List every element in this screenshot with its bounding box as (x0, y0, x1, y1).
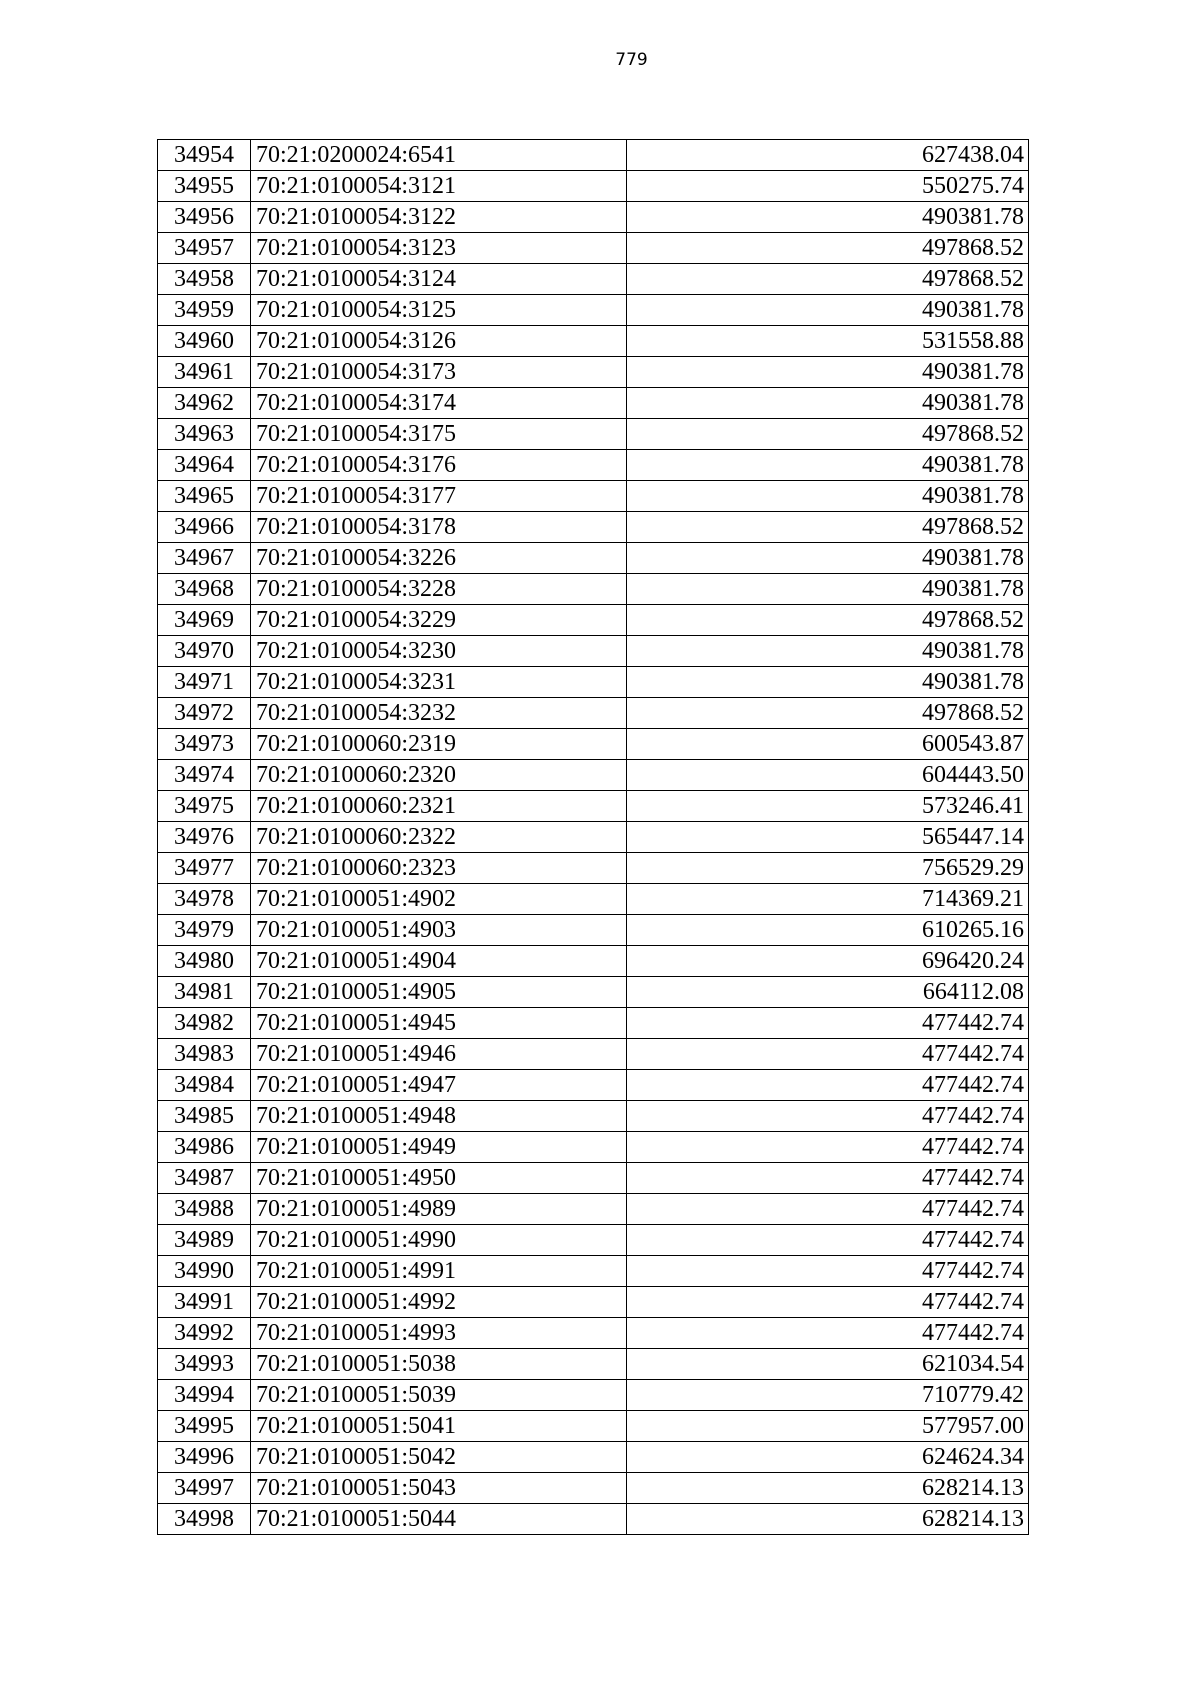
cadastral-number-cell: 70:21:0100051:5039 (251, 1380, 627, 1411)
cadastral-number-cell: 70:21:0100054:3229 (251, 605, 627, 636)
cadastral-number-cell: 70:21:0100060:2323 (251, 853, 627, 884)
row-number-cell: 34957 (158, 233, 251, 264)
table-row (158, 1380, 1029, 1411)
cadastral-number-cell: 70:21:0100054:3230 (251, 636, 627, 667)
cadastral-number-cell: 70:21:0100054:3178 (251, 512, 627, 543)
table-row (158, 884, 1029, 915)
cadastral-number-cell: 70:21:0100054:3125 (251, 295, 627, 326)
table-row (158, 357, 1029, 388)
cadastral-number-cell: 70:21:0100051:4993 (251, 1318, 627, 1349)
row-number-cell: 34983 (158, 1039, 251, 1070)
value-cell: 477442.74 (627, 1318, 1029, 1349)
row-number-cell: 34986 (158, 1132, 251, 1163)
table-row (158, 915, 1029, 946)
row-number-cell: 34994 (158, 1380, 251, 1411)
value-cell: 477442.74 (627, 1194, 1029, 1225)
table-row (158, 481, 1029, 512)
table-row (158, 1318, 1029, 1349)
row-number-cell: 34956 (158, 202, 251, 233)
table-row (158, 388, 1029, 419)
value-cell: 628214.13 (627, 1504, 1029, 1535)
cadastral-number-cell: 70:21:0100054:3231 (251, 667, 627, 698)
value-cell: 477442.74 (627, 1225, 1029, 1256)
page-number: 779 (615, 50, 648, 70)
value-cell: 497868.52 (627, 264, 1029, 295)
cadastral-number-cell: 70:21:0100051:4947 (251, 1070, 627, 1101)
row-number-cell: 34966 (158, 512, 251, 543)
row-number-cell: 34960 (158, 326, 251, 357)
cadastral-number-cell: 70:21:0100051:4950 (251, 1163, 627, 1194)
value-cell: 490381.78 (627, 450, 1029, 481)
cadastral-number-cell: 70:21:0100051:5044 (251, 1504, 627, 1535)
cadastral-number-cell: 70:21:0100051:4903 (251, 915, 627, 946)
row-number-cell: 34955 (158, 171, 251, 202)
table-row (158, 667, 1029, 698)
table-row (158, 1039, 1029, 1070)
row-number-cell: 34996 (158, 1442, 251, 1473)
cadastral-number-cell: 70:21:0200024:6541 (251, 140, 627, 171)
row-number-cell: 34961 (158, 357, 251, 388)
table-row (158, 1411, 1029, 1442)
row-number-cell: 34993 (158, 1349, 251, 1380)
value-cell: 710779.42 (627, 1380, 1029, 1411)
table-row (158, 853, 1029, 884)
table-row (158, 1473, 1029, 1504)
cadastral-number-cell: 70:21:0100054:3176 (251, 450, 627, 481)
row-number-cell: 34978 (158, 884, 251, 915)
cadastral-number-cell: 70:21:0100060:2321 (251, 791, 627, 822)
row-number-cell: 34965 (158, 481, 251, 512)
cadastral-number-cell: 70:21:0100051:5038 (251, 1349, 627, 1380)
row-number-cell: 34970 (158, 636, 251, 667)
row-number-cell: 34985 (158, 1101, 251, 1132)
value-cell: 604443.50 (627, 760, 1029, 791)
value-cell: 756529.29 (627, 853, 1029, 884)
row-number-cell: 34997 (158, 1473, 251, 1504)
cadastral-number-cell: 70:21:0100051:5041 (251, 1411, 627, 1442)
cadastral-number-cell: 70:21:0100051:5043 (251, 1473, 627, 1504)
row-number-cell: 34959 (158, 295, 251, 326)
row-number-cell: 34981 (158, 977, 251, 1008)
cadastral-number-cell: 70:21:0100051:4992 (251, 1287, 627, 1318)
table-row (158, 295, 1029, 326)
table-row (158, 822, 1029, 853)
table-row (158, 140, 1029, 171)
row-number-cell: 34968 (158, 574, 251, 605)
cadastral-number-cell: 70:21:0100051:4946 (251, 1039, 627, 1070)
value-cell: 477442.74 (627, 1070, 1029, 1101)
row-number-cell: 34974 (158, 760, 251, 791)
data-table (157, 139, 1029, 1535)
cadastral-number-cell: 70:21:0100051:4990 (251, 1225, 627, 1256)
value-cell: 600543.87 (627, 729, 1029, 760)
value-cell: 497868.52 (627, 605, 1029, 636)
value-cell: 490381.78 (627, 202, 1029, 233)
table-row (158, 698, 1029, 729)
table-row (158, 543, 1029, 574)
table-row (158, 264, 1029, 295)
cadastral-number-cell: 70:21:0100054:3175 (251, 419, 627, 450)
table-row (158, 450, 1029, 481)
value-cell: 477442.74 (627, 1256, 1029, 1287)
row-number-cell: 34998 (158, 1504, 251, 1535)
row-number-cell: 34987 (158, 1163, 251, 1194)
row-number-cell: 34973 (158, 729, 251, 760)
row-number-cell: 34992 (158, 1318, 251, 1349)
table-row (158, 636, 1029, 667)
value-cell: 477442.74 (627, 1163, 1029, 1194)
table-row (158, 1008, 1029, 1039)
value-cell: 577957.00 (627, 1411, 1029, 1442)
table-row (158, 729, 1029, 760)
value-cell: 477442.74 (627, 1008, 1029, 1039)
row-number-cell: 34990 (158, 1256, 251, 1287)
value-cell: 714369.21 (627, 884, 1029, 915)
table-row (158, 171, 1029, 202)
table-body (158, 140, 1029, 1535)
value-cell: 477442.74 (627, 1101, 1029, 1132)
row-number-cell: 34979 (158, 915, 251, 946)
table-row (158, 1163, 1029, 1194)
table-row (158, 326, 1029, 357)
cadastral-number-cell: 70:21:0100051:5042 (251, 1442, 627, 1473)
value-cell: 664112.08 (627, 977, 1029, 1008)
cadastral-number-cell: 70:21:0100054:3173 (251, 357, 627, 388)
value-cell: 550275.74 (627, 171, 1029, 202)
value-cell: 531558.88 (627, 326, 1029, 357)
row-number-cell: 34972 (158, 698, 251, 729)
table-row (158, 1101, 1029, 1132)
value-cell: 497868.52 (627, 419, 1029, 450)
value-cell: 490381.78 (627, 388, 1029, 419)
cadastral-number-cell: 70:21:0100060:2322 (251, 822, 627, 853)
value-cell: 490381.78 (627, 667, 1029, 698)
cadastral-number-cell: 70:21:0100054:3124 (251, 264, 627, 295)
table-row (158, 1287, 1029, 1318)
row-number-cell: 34988 (158, 1194, 251, 1225)
cadastral-number-cell: 70:21:0100051:4948 (251, 1101, 627, 1132)
table-row (158, 512, 1029, 543)
cadastral-number-cell: 70:21:0100054:3174 (251, 388, 627, 419)
row-number-cell: 34958 (158, 264, 251, 295)
table-row (158, 977, 1029, 1008)
cadastral-number-cell: 70:21:0100054:3121 (251, 171, 627, 202)
value-cell: 477442.74 (627, 1287, 1029, 1318)
value-cell: 621034.54 (627, 1349, 1029, 1380)
table-row (158, 791, 1029, 822)
cadastral-number-cell: 70:21:0100054:3123 (251, 233, 627, 264)
row-number-cell: 34975 (158, 791, 251, 822)
row-number-cell: 34980 (158, 946, 251, 977)
cadastral-number-cell: 70:21:0100051:4949 (251, 1132, 627, 1163)
cadastral-number-cell: 70:21:0100060:2319 (251, 729, 627, 760)
value-cell: 624624.34 (627, 1442, 1029, 1473)
value-cell: 497868.52 (627, 698, 1029, 729)
row-number-cell: 34977 (158, 853, 251, 884)
value-cell: 497868.52 (627, 233, 1029, 264)
value-cell: 490381.78 (627, 574, 1029, 605)
cadastral-number-cell: 70:21:0100054:3126 (251, 326, 627, 357)
value-cell: 497868.52 (627, 512, 1029, 543)
cadastral-number-cell: 70:21:0100051:4989 (251, 1194, 627, 1225)
row-number-cell: 34971 (158, 667, 251, 698)
value-cell: 627438.04 (627, 140, 1029, 171)
value-cell: 565447.14 (627, 822, 1029, 853)
row-number-cell: 34991 (158, 1287, 251, 1318)
row-number-cell: 34954 (158, 140, 251, 171)
table-row (158, 1070, 1029, 1101)
value-cell: 610265.16 (627, 915, 1029, 946)
row-number-cell: 34969 (158, 605, 251, 636)
row-number-cell: 34967 (158, 543, 251, 574)
cadastral-number-cell: 70:21:0100054:3226 (251, 543, 627, 574)
value-cell: 490381.78 (627, 481, 1029, 512)
value-cell: 477442.74 (627, 1039, 1029, 1070)
table-row (158, 760, 1029, 791)
table-row (158, 233, 1029, 264)
table-row (158, 1349, 1029, 1380)
cadastral-number-cell: 70:21:0100060:2320 (251, 760, 627, 791)
row-number-cell: 34989 (158, 1225, 251, 1256)
cadastral-number-cell: 70:21:0100054:3177 (251, 481, 627, 512)
value-cell: 628214.13 (627, 1473, 1029, 1504)
table-row (158, 202, 1029, 233)
table-row (158, 574, 1029, 605)
value-cell: 490381.78 (627, 543, 1029, 574)
table-row (158, 1225, 1029, 1256)
table-row (158, 1194, 1029, 1225)
cadastral-number-cell: 70:21:0100054:3122 (251, 202, 627, 233)
value-cell: 477442.74 (627, 1132, 1029, 1163)
value-cell: 573246.41 (627, 791, 1029, 822)
value-cell: 490381.78 (627, 636, 1029, 667)
table-row (158, 1132, 1029, 1163)
row-number-cell: 34962 (158, 388, 251, 419)
cadastral-number-cell: 70:21:0100051:4902 (251, 884, 627, 915)
row-number-cell: 34982 (158, 1008, 251, 1039)
cadastral-number-cell: 70:21:0100054:3228 (251, 574, 627, 605)
row-number-cell: 34963 (158, 419, 251, 450)
table-row (158, 605, 1029, 636)
table-row (158, 1442, 1029, 1473)
table-row (158, 1256, 1029, 1287)
cadastral-number-cell: 70:21:0100051:4905 (251, 977, 627, 1008)
cadastral-number-cell: 70:21:0100051:4991 (251, 1256, 627, 1287)
cadastral-number-cell: 70:21:0100054:3232 (251, 698, 627, 729)
value-cell: 490381.78 (627, 295, 1029, 326)
row-number-cell: 34995 (158, 1411, 251, 1442)
table-row (158, 419, 1029, 450)
row-number-cell: 34976 (158, 822, 251, 853)
table-row (158, 1504, 1029, 1535)
row-number-cell: 34984 (158, 1070, 251, 1101)
cadastral-number-cell: 70:21:0100051:4904 (251, 946, 627, 977)
value-cell: 490381.78 (627, 357, 1029, 388)
table-row (158, 946, 1029, 977)
cadastral-number-cell: 70:21:0100051:4945 (251, 1008, 627, 1039)
value-cell: 696420.24 (627, 946, 1029, 977)
row-number-cell: 34964 (158, 450, 251, 481)
